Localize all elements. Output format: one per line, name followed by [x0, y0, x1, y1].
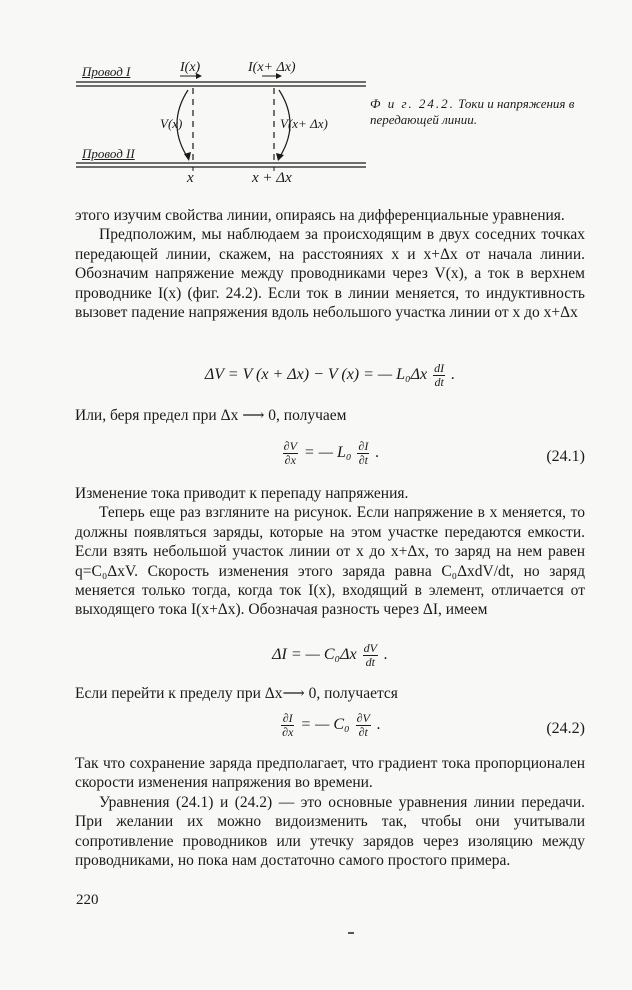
- voltage-left-label: V(x): [160, 116, 183, 131]
- equation-fraction: [363, 642, 378, 669]
- page-number: 220: [76, 892, 99, 908]
- equation-fraction: [281, 712, 294, 739]
- equation-end: .: [383, 646, 388, 664]
- equation-fraction: [357, 440, 369, 467]
- equation-delta-v: [75, 362, 585, 389]
- fraction-denominator: dt: [434, 375, 444, 389]
- text-block-5: [75, 754, 585, 870]
- equation-24-1: [75, 440, 585, 467]
- footer-mark: [348, 932, 354, 934]
- caption-text: Токи и напряжения в передающей линии.: [370, 96, 575, 127]
- text-block-2: [75, 406, 585, 425]
- equation-end: .: [376, 716, 381, 734]
- paragraph: Теперь еще раз взгляните на рисунок. Если напряжение в x меняется, то должны появляться заряды, которые на этом участке передаются емкости. Если взять небольшой участок линии от x до x+Δx, то заряд на нем равен q=C₀ΔxV. Скорость изменения этого заряда равна C₀ΔxdV/dt, но заряд меняется только тогда, когда ток I(x), входящий в элемент, отличается от выходящего тока I(x+Δx). Обозначая разность через ΔI, имеем: [75, 504, 585, 619]
- fraction-numerator: ∂I: [282, 711, 293, 725]
- equation-mid: = — L₀: [303, 444, 352, 462]
- figure-caption: [370, 96, 595, 128]
- equation-lhs: ΔI = — C₀Δx: [272, 646, 357, 664]
- current-left-label: I(x): [180, 60, 201, 75]
- x-right-label: x + Δx: [252, 170, 292, 186]
- x-left-label: x: [187, 170, 194, 186]
- text-block-3: [75, 484, 585, 620]
- wire-top-label: Провод I: [82, 64, 131, 79]
- paragraph: Так что сохранение заряда предполагает, что градиент тока пропорционален скорости изменения напряжения во времени.: [75, 755, 585, 792]
- equation-fraction: [433, 362, 445, 389]
- paragraph: Предположим, мы наблюдаем за происходящим в двух соседних точках передающей линии, скажем, на расстояниях x и x+Δx от начала линии. Обозначим напряжение между проводниками через V(x), а ток в верхнем проводнике I(x) (фиг. 24.2). Если ток в линии меняется, то индуктивность вызовет падение напряжения вдоль небольшого участка линии от x до x+Δx: [75, 226, 585, 322]
- fraction-numerator: ∂I: [358, 439, 369, 453]
- fraction-numerator: dV: [363, 641, 377, 655]
- fraction-denominator: ∂t: [358, 725, 368, 739]
- equation-fraction: [283, 440, 298, 467]
- fraction-numerator: dI: [434, 361, 445, 375]
- paragraph: этого изучим свойства линии, опираясь на дифференциальные уравнения.: [75, 207, 565, 224]
- paragraph: Если перейти к пределу при Δx⟶ 0, получается: [75, 685, 398, 702]
- equation-lhs: ΔV = V (x + Δx) − V (x) = — L₀Δx: [204, 366, 428, 384]
- equation-fraction: [356, 712, 371, 739]
- paragraph: Изменение тока приводит к перепаду напряжения.: [75, 485, 409, 502]
- caption-prefix: Ф и г. 24.2.: [370, 96, 455, 111]
- equation-end: .: [375, 444, 380, 462]
- equation-mid: = — C₀: [300, 716, 350, 734]
- fraction-numerator: ∂V: [283, 439, 297, 453]
- equation-number: (24.1): [546, 448, 585, 465]
- fraction-denominator: ∂x: [284, 453, 296, 467]
- fraction-denominator: dt: [365, 655, 375, 669]
- fraction-numerator: ∂V: [356, 711, 370, 725]
- fraction-denominator: ∂t: [358, 453, 368, 467]
- fraction-denominator: ∂x: [282, 725, 294, 739]
- equation-24-2: [75, 712, 585, 739]
- text-block-1: [75, 206, 585, 322]
- equation-end: .: [451, 366, 456, 384]
- equation-number: (24.2): [546, 720, 585, 737]
- paragraph: Или, беря предел при Δx ⟶ 0, получаем: [75, 407, 347, 424]
- paragraph: Уравнения (24.1) и (24.2) — это основные уравнения линии передачи. При желании их можно видоизменить так, чтобы они учитывали сопротивление проводников или утечку зарядов через изоляцию между проводниками, но пока нам достаточно самого простого примера.: [75, 793, 585, 870]
- wire-bottom-label: Провод II: [82, 146, 135, 161]
- current-right-label: I(x+ Δx): [248, 60, 296, 75]
- text-block-4: [75, 684, 585, 703]
- voltage-right-label: V(x+ Δx): [280, 116, 328, 131]
- equation-delta-i: [75, 642, 585, 669]
- figure-transmission-line: [76, 58, 366, 190]
